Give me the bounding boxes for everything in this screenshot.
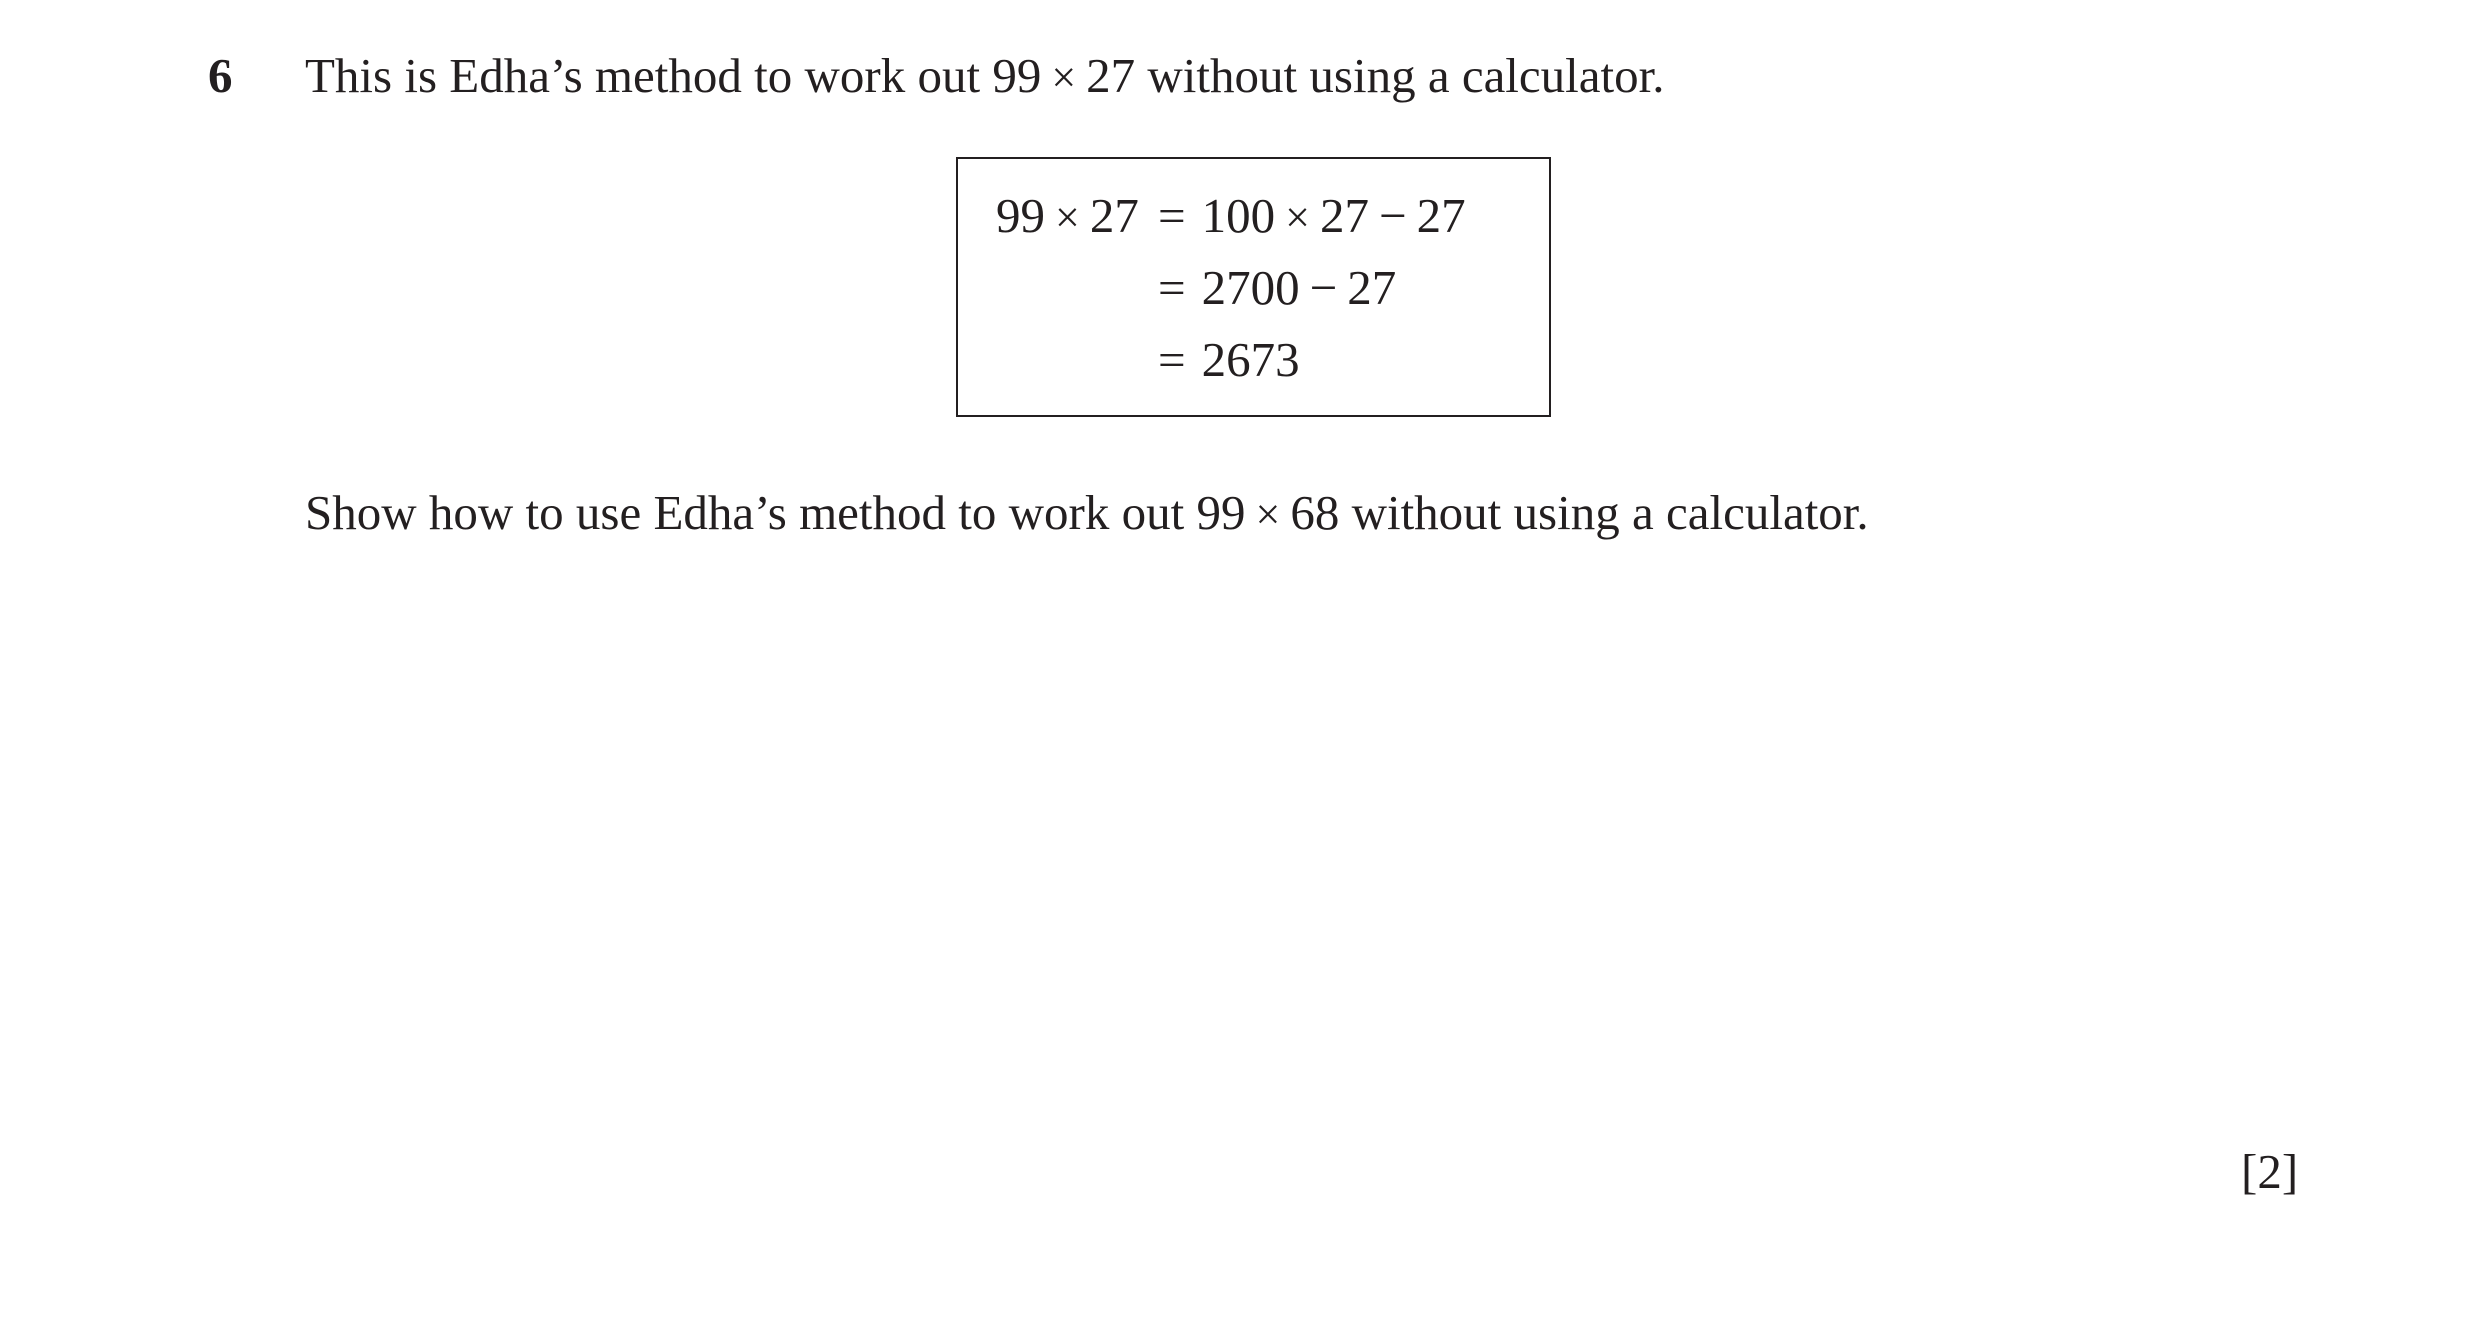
step-1-term-3: 27 <box>1416 188 1466 243</box>
multiply-sign: × <box>1051 53 1077 102</box>
method-step-2 <box>1142 256 1396 320</box>
question-task <box>305 481 1869 547</box>
intro-text-start: This is Edha’s method to work out <box>305 48 981 103</box>
method-step-3 <box>1142 328 1300 392</box>
method-lhs <box>996 184 1139 250</box>
minus-sign: − <box>1378 188 1407 243</box>
task-expression <box>1196 485 1339 540</box>
intro-factor-b: 27 <box>1086 48 1136 103</box>
step-2-term-1: 2700 <box>1201 260 1300 315</box>
task-text-start: Show how to use Edha’s method to work out <box>305 485 1185 540</box>
step-1-term-1: 100 <box>1201 188 1276 243</box>
lhs-factor-b: 27 <box>1089 188 1139 243</box>
question-number: 6 <box>208 48 233 103</box>
method-box <box>956 157 1551 417</box>
step-1-term-2: 27 <box>1319 188 1369 243</box>
task-factor-b: 68 <box>1290 485 1340 540</box>
lhs-factor-a: 99 <box>996 188 1045 243</box>
equals-sign: = <box>1158 332 1186 387</box>
multiply-sign: × <box>1055 193 1080 242</box>
marks-label: [2] <box>2241 1144 2299 1199</box>
question-intro <box>305 44 1665 110</box>
method-step-1 <box>1142 184 1466 250</box>
intro-text-end: without using a calculator. <box>1147 48 1665 103</box>
intro-expression <box>992 48 1135 103</box>
step-3-result: 2673 <box>1201 332 1300 387</box>
equals-sign: = <box>1158 188 1186 243</box>
minus-sign: − <box>1309 260 1338 315</box>
intro-factor-a: 99 <box>992 48 1042 103</box>
multiply-sign: × <box>1285 193 1310 242</box>
multiply-sign: × <box>1255 490 1281 539</box>
step-2-term-2: 27 <box>1347 260 1397 315</box>
task-factor-a: 99 <box>1196 485 1246 540</box>
equals-sign: = <box>1158 260 1186 315</box>
task-text-end: without using a calculator. <box>1351 485 1869 540</box>
